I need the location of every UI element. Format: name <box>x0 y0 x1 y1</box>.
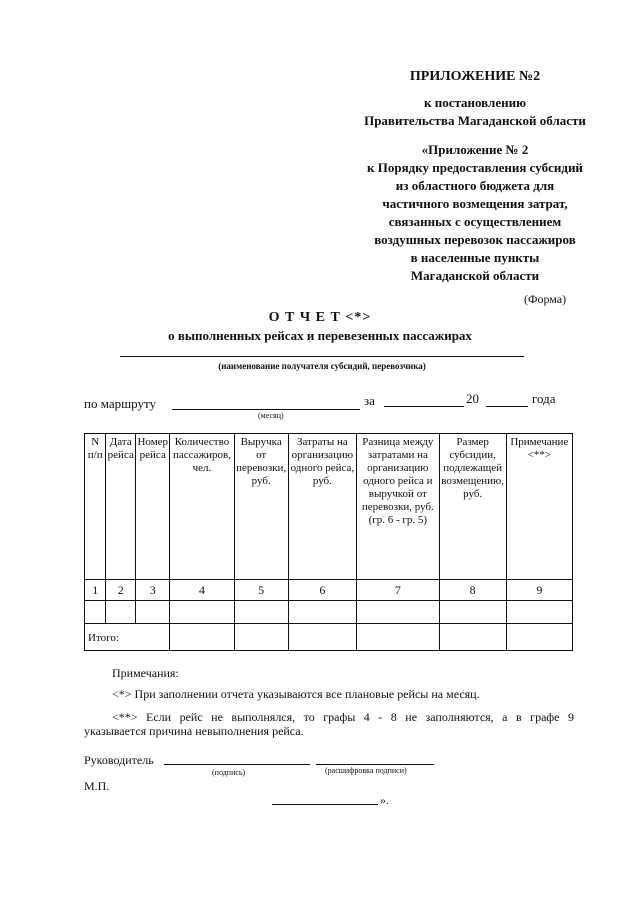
table-cell <box>106 601 136 624</box>
table-header-row <box>85 434 573 580</box>
column-header: Размер субсидии, подлежащей возмещению, руб. <box>439 434 506 580</box>
sub-appendix-line: в населенные пункты <box>410 250 540 265</box>
stamp-label: М.П. <box>84 779 110 793</box>
notes-heading: Примечания: <box>112 666 179 680</box>
report-table <box>84 433 573 651</box>
route-input-line <box>172 409 360 410</box>
table-cell <box>170 601 234 624</box>
column-header: Дата рейса <box>106 434 136 580</box>
sub-appendix-line: к Порядку предоставления субсидий <box>367 160 583 175</box>
column-number: 8 <box>439 580 506 601</box>
table-row <box>85 580 573 601</box>
sub-appendix-line: связанных с осуществлением <box>388 214 562 229</box>
table-cell <box>85 601 106 624</box>
sub-appendix-line: Магаданской области <box>410 268 540 283</box>
sub-appendix-line: воздушных перевозок пассажиров <box>374 232 576 247</box>
column-number: 1 <box>85 580 106 601</box>
sub-appendix-line: «Приложение № 2 <box>421 142 529 157</box>
year-input-line <box>486 406 528 407</box>
column-header: Примечание <**> <box>506 434 572 580</box>
table-cell <box>357 601 440 624</box>
month-input-line <box>384 406 464 407</box>
for-label: за <box>364 393 375 408</box>
route-label: по маршруту <box>84 396 156 411</box>
form-label: (Форма) <box>524 292 567 306</box>
sign-caption: (подпись) <box>212 768 246 777</box>
column-number: 9 <box>506 580 572 601</box>
table-cell <box>506 624 572 651</box>
sub-appendix-line: из областного бюджета для <box>395 178 555 193</box>
table-cell <box>288 624 356 651</box>
note-2-line-1: <**> Если рейс не выполнялся, то графы 4 - 8 не заполняются, а в графе 9 <box>112 710 574 724</box>
column-header: N п/п <box>85 434 106 580</box>
table-row <box>85 601 573 624</box>
column-number: 7 <box>357 580 440 601</box>
year-label: года <box>532 391 556 406</box>
sub-appendix-line: частичного возмещения затрат, <box>382 196 568 211</box>
table-cell <box>439 601 506 624</box>
table-cell <box>357 624 440 651</box>
column-number: 6 <box>288 580 356 601</box>
report-title: О Т Ч Е Т <*> <box>268 310 372 325</box>
recipient-line <box>120 356 524 357</box>
to-decree-line: к постановлению <box>423 95 527 110</box>
table-cell <box>234 601 288 624</box>
total-row <box>85 624 573 651</box>
note-2-line-2: указывается причина невыполнения рейса. <box>84 724 304 738</box>
month-caption: (месяц) <box>258 411 284 420</box>
table-cell <box>506 601 572 624</box>
column-header: Номер рейса <box>136 434 170 580</box>
decode-caption: (расшифровка подписи) <box>325 766 407 775</box>
table-cell <box>170 624 234 651</box>
column-header: Разница между затратами на организацию одного рейса и выручкой от перевозки, руб. (гр. 6 - гр. 5) <box>357 434 440 580</box>
recipient-caption: (наименование получателя субсидий, перевозчика) <box>218 361 426 371</box>
total-label: Итого: <box>85 624 170 651</box>
table-cell <box>234 624 288 651</box>
government-line: Правительства Магаданской области <box>364 113 586 128</box>
appendix-title: ПРИЛОЖЕНИЕ №2 <box>409 69 541 84</box>
closing-mark: ». <box>380 793 389 807</box>
table-cell <box>288 601 356 624</box>
column-number: 5 <box>234 580 288 601</box>
column-number: 2 <box>106 580 136 601</box>
column-header: Затраты на организацию одного рейса, руб. <box>288 434 356 580</box>
column-header: Выручка от перевозки, руб. <box>234 434 288 580</box>
head-label: Руководитель <box>84 753 154 767</box>
sub-appendix-block <box>330 141 620 285</box>
table-cell <box>439 624 506 651</box>
signature-line <box>164 764 310 765</box>
decode-line <box>316 764 434 765</box>
table-cell <box>136 601 170 624</box>
year-prefix: 20 <box>466 391 479 406</box>
column-number: 3 <box>136 580 170 601</box>
column-number: 4 <box>170 580 234 601</box>
column-header: Количество пассажиров, чел. <box>170 434 234 580</box>
note-1: <*> При заполнении отчета указываются все плановые рейсы на месяц. <box>112 687 480 701</box>
closing-line <box>272 804 378 805</box>
report-subtitle: о выполненных рейсах и перевезенных пассажирах <box>168 328 472 343</box>
